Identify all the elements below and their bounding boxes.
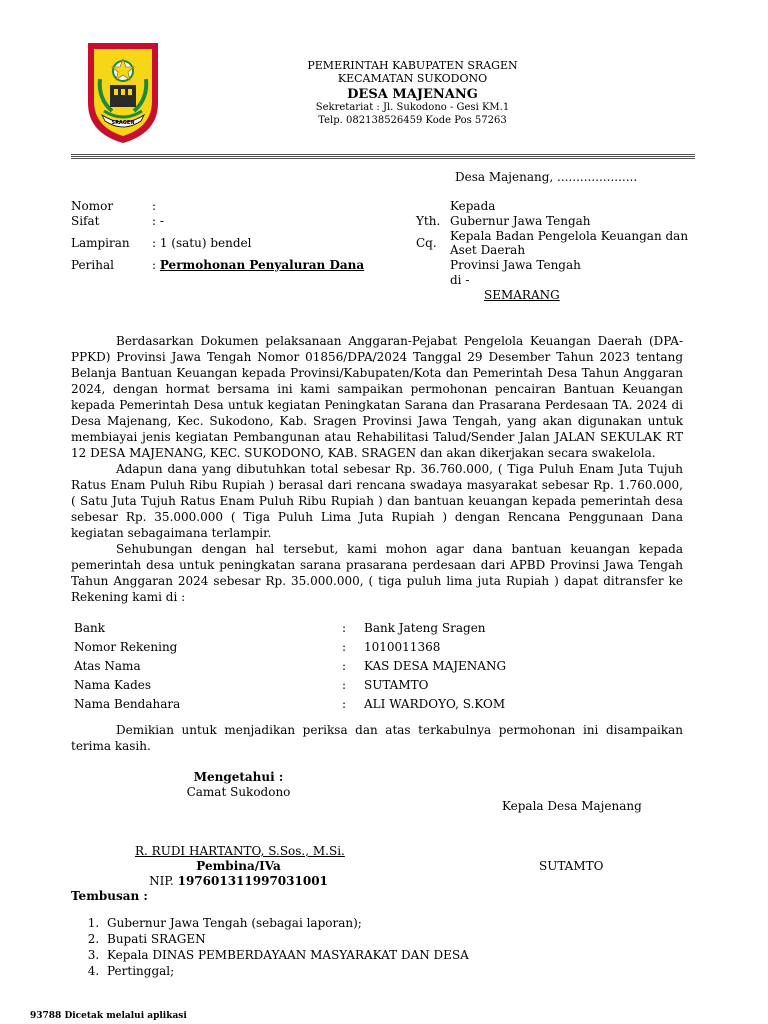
table-row [71, 677, 571, 696]
nip-value: 197601311997031001 [177, 874, 328, 888]
bank-details-table [71, 620, 571, 715]
lampiran-label: Lampiran [71, 236, 130, 250]
regency-coat-of-arms-logo [86, 41, 160, 145]
treasurer-name-sep: : [342, 697, 347, 711]
letterhead-address: Sekretariat : Jl. Sukodono - Gesi KM.1 [315, 102, 510, 113]
perihal-value: Permohonan Penyaluran Dana [159, 258, 365, 272]
table-row [71, 620, 571, 639]
addressee-yth: Yth. [416, 214, 441, 228]
nomor-value: : [152, 199, 157, 213]
addressee-province: Provinsi Jawa Tengah [450, 258, 581, 272]
addressee-cq: Cq. [416, 236, 437, 250]
tembusan-title: Tembusan : [71, 889, 148, 903]
sifat-label: Sifat [71, 214, 100, 228]
kades-name-value: SUTAMTO [364, 678, 429, 692]
letterhead-district: KECAMATAN SUKODONO [337, 72, 488, 85]
addressee-cq-line1: Kepala Badan Pengelola Keuangan dan [450, 229, 689, 243]
body-paragraph-3: Sehubungan dengan hal tersebut, kami mohon agar dana bantuan keuangan kepada pemerintah desa untuk peningkatan sarana prasarana perdesaan dari APBD Provinsi Jawa Tengah Tahun Anggaran 2024 sebesar Rp. 35.000.000, ( tiga puluh lima juta Rupiah ) dapat ditransfer ke Rekening kami di : [71, 542, 683, 604]
list-item: 4. Pertinggal; [103, 963, 469, 979]
print-footer: 93788 Dicetak melalui aplikasi [30, 1011, 187, 1021]
kades-title: Kepala Desa Majenang [502, 799, 642, 813]
perihal-field [152, 258, 364, 273]
account-number-sep: : [342, 640, 347, 654]
bank-sep: : [342, 621, 347, 635]
addressee-kepada: Kepada [450, 199, 496, 213]
treasurer-name-value: ALI WARDOYO, S.KOM [364, 697, 506, 711]
nomor-label: Nomor [71, 199, 114, 213]
list-item: 3. Kepala DINAS PEMBERDAYAAN MASYARAKAT DAN DESA [103, 947, 469, 963]
bank-value: Bank Jateng Sragen [364, 621, 486, 635]
letterhead-rule-top [71, 154, 695, 155]
camat-nip [147, 874, 330, 889]
letterhead-phone: Telp. 082138526459 Kode Pos 57263 [318, 115, 507, 126]
kades-name: SUTAMTO [539, 859, 604, 873]
perihal-label: Perihal [71, 258, 114, 272]
body-paragraph-1: Berdasarkan Dokumen pelaksanaan Anggaran-Pejabat Pengelola Keuangan Daerah (DPA-PPKD) Provinsi Jawa Tengah Nomor 01856/DPA/2024 Tanggal 29 Desember Tahun 2023 tentang Belanja Bantuan Keuangan kepada Provinsi/Kabupaten/Kota dan Pemerintah Desa Tahun Anggaran 2024, dengan hormat bersama ini kami sampaikan permohonan pencairan Bantuan Keuangan kepada Pemerintah Desa untuk kegiatan Peningkatan Sarana dan Prasarana Perdesaan TA. 2024 di Desa Majenang, Kec. Sukodono, Kab. Sragen Provinsi Jawa Tengah, yang akan digunakan untuk membiayai jenis kegiatan Pembangunan atau Rehabilitasi Talud/Sender Jalan JALAN SEKULAK RT 12 DESA MAJENANG, KEC. SUKODONO, KAB. SRAGEN dan akan dikerjakan secara swakelola. [71, 334, 683, 460]
letterhead-government: PEMERINTAH KABUPATEN SRAGEN [307, 59, 518, 72]
tembusan-list [71, 915, 469, 979]
account-name-value: KAS DESA MAJENANG [364, 659, 507, 673]
list-item: 1. Gubernur Jawa Tengah (sebagai laporan); [103, 915, 469, 931]
account-name-sep: : [342, 659, 347, 673]
table-row [71, 639, 571, 658]
letter-body [71, 333, 683, 605]
table-row [71, 696, 571, 715]
bank-label: Bank [74, 621, 105, 635]
kades-name-label: Nama Kades [74, 678, 152, 692]
closing-paragraph [71, 722, 683, 754]
logo-motto-text: SRAGEN [111, 120, 135, 126]
treasurer-name-label: Nama Bendahara [74, 697, 181, 711]
account-number-label: Nomor Rekening [74, 640, 178, 654]
sifat-value: : - [152, 214, 164, 228]
mengetahui-label: Mengetahui : [193, 770, 284, 784]
letterhead-rule-middle [71, 156, 695, 157]
addressee-cq-line2: Aset Daerah [450, 243, 526, 257]
closing-text: Demikian untuk menjadikan periksa dan atas terkabulnya permohonan ini disampaikan terima kasih. [71, 723, 683, 753]
kades-name-sep: : [342, 678, 347, 692]
table-row [71, 658, 571, 677]
account-name-label: Atas Nama [74, 659, 141, 673]
lampiran-value: : 1 (satu) bendel [152, 236, 252, 250]
list-item: 2. Bupati SRAGEN [103, 931, 469, 947]
camat-name: R. RUDI HARTANTO, S.Sos., M.Si. [135, 844, 345, 858]
camat-rank: Pembina/IVa [196, 859, 281, 873]
body-paragraph-2: Adapun dana yang dibutuhkan total sebesar Rp. 36.760.000, ( Tiga Puluh Enam Juta Tujuh Ratus Enam Puluh Ribu Rupiah ) berasal dari rencana swadaya masyarakat sebesar Rp. 1.760.000, ( Satu Juta Tujuh Ratus Enam Puluh Ribu Rupiah ) dan bantuan keuangan kepada pemerintah desa sebesar Rp. 35.000.000 ( Tiga Puluh Lima Juta Rupiah ) dengan Rencana Penggunaan Dana kegiatan sebagaimana terlampir. [71, 462, 683, 540]
addressee-di: di - [450, 273, 470, 287]
addressee-recipient: Gubernur Jawa Tengah [450, 214, 591, 228]
letterhead-rule-bottom [71, 158, 695, 159]
perihal-colon: : [152, 258, 160, 272]
camat-title: Camat Sukodono [186, 785, 291, 799]
letterhead-village: DESA MAJENANG [347, 87, 478, 102]
addressee-city: SEMARANG [484, 288, 560, 302]
account-number-value: 1010011368 [364, 640, 441, 654]
nip-label: NIP. [149, 874, 174, 888]
place-date: Desa Majenang, ..................... [455, 170, 638, 184]
